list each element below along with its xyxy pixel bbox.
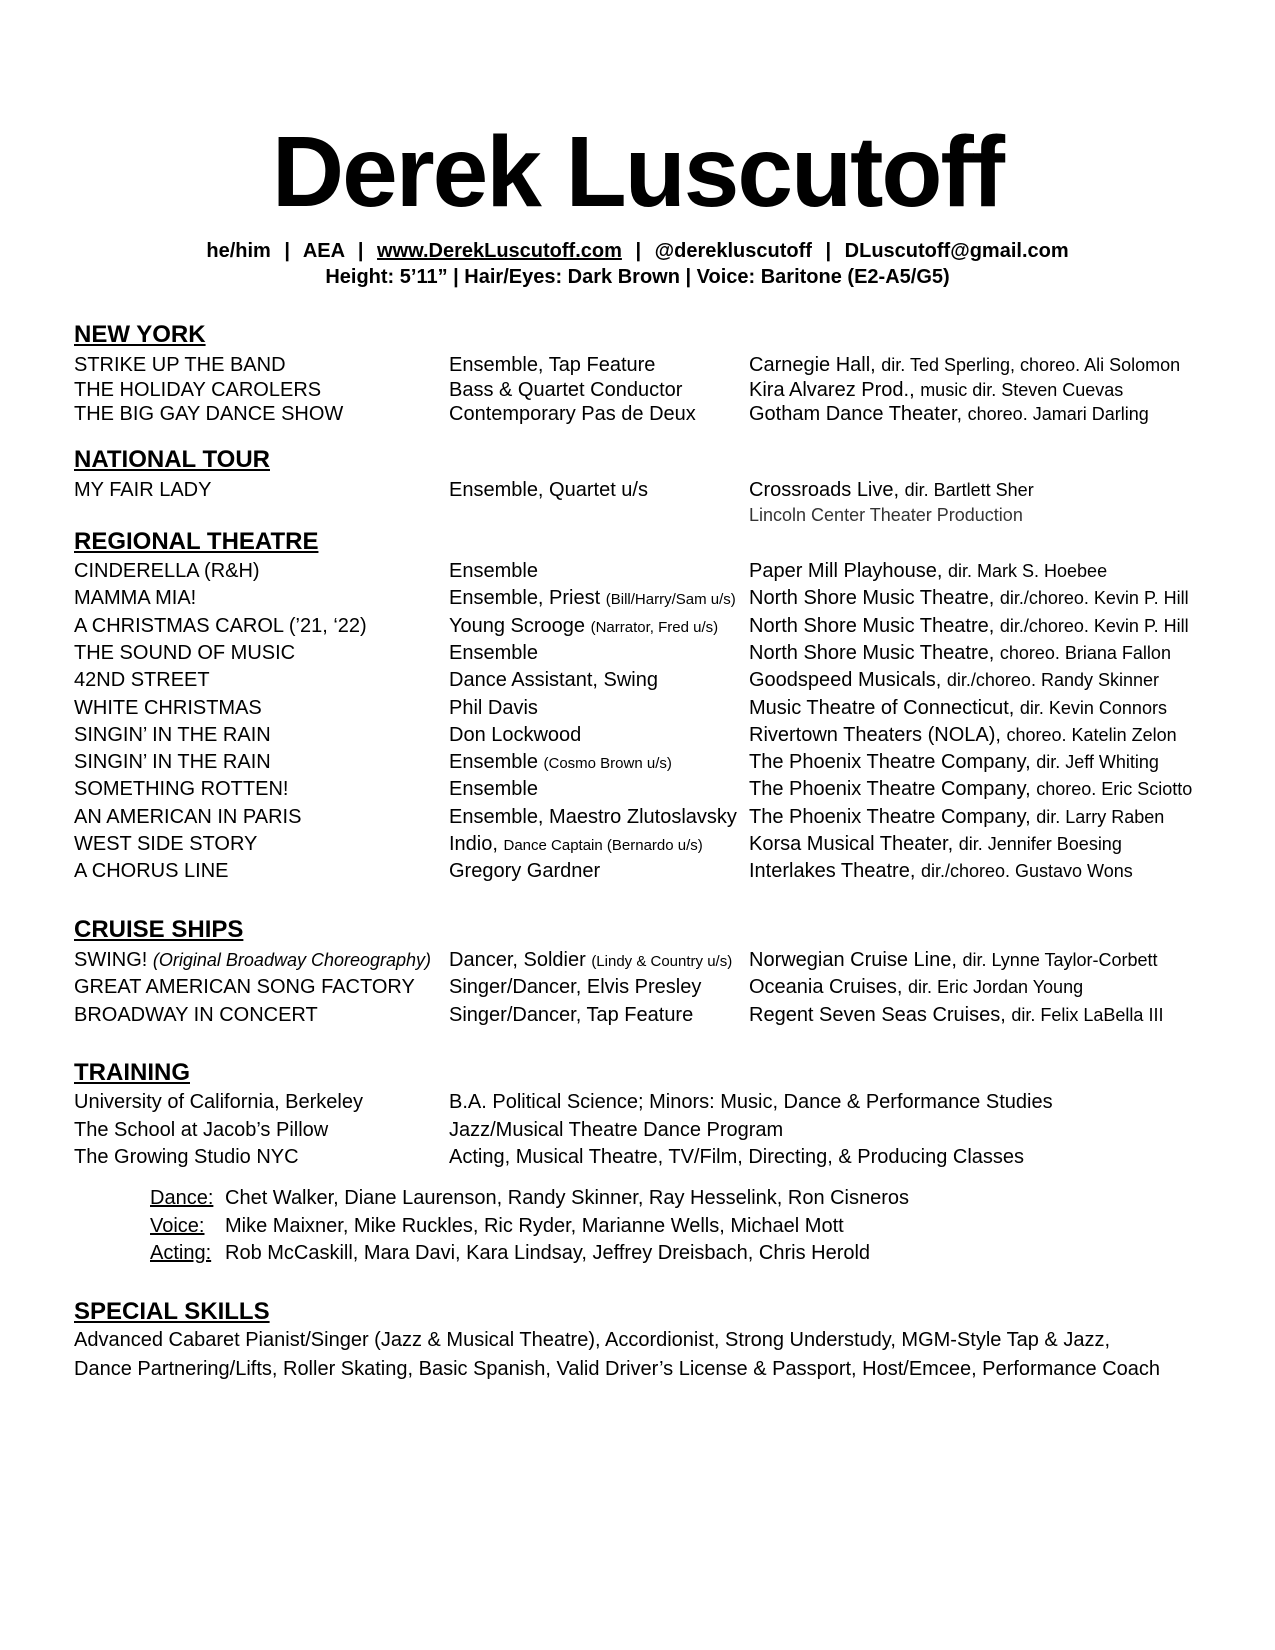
section-heading-national-tour: NATIONAL TOUR [74,446,270,473]
role: Don Lockwood [449,723,582,746]
venue: Regent Seven Seas Cruises, dir. Felix LaBella III [749,1003,1164,1026]
show-title: THE HOLIDAY CAROLERS [74,378,322,401]
show-title: MY FAIR LADY [74,479,212,501]
venue: Rivertown Theaters (NOLA), choreo. Katelin Zelon [749,723,1177,746]
role: Singer/Dancer, Tap Feature [449,1003,694,1026]
venue: Paper Mill Playhouse, dir. Mark S. Hoebee [749,560,1108,582]
union: AEA [302,240,345,262]
credit-row [0,776,1275,802]
role: Ensemble [449,641,538,664]
venue: The Phoenix Theatre Company, dir. Jeff Whiting [749,751,1159,774]
show-title: WEST SIDE STORY [74,833,258,855]
credit-row [0,695,1275,721]
role: Young Scrooge (Narrator, Fred u/s) [449,614,719,637]
venue: Korsa Musical Theater, dir. Jennifer Boesing [749,833,1122,855]
program: B.A. Political Science; Minors: Music, Dance & Performance Studies [449,1091,1053,1113]
role: Ensemble [449,560,538,582]
show-title: SOMETHING ROTTEN! [74,778,289,801]
section-heading-new-york: NEW YORK [74,321,206,348]
role: Ensemble, Tap Feature [449,354,656,376]
credit-row [0,401,1275,427]
role: Ensemble, Quartet u/s [449,479,648,501]
role: Bass & Quartet Conductor [449,378,683,401]
credit-row [0,585,1275,611]
venue: Crossroads Live, dir. Bartlett Sher [749,479,1034,501]
credit-row [0,804,1275,830]
venue: The Phoenix Theatre Company, choreo. Eric Sciotto [749,778,1193,801]
website-link[interactable]: www.DerekLuscutoff.com [377,240,622,262]
credit-row [0,558,1275,584]
role: Dancer, Soldier (Lindy & Country u/s) [449,949,733,971]
credit-note-row [0,502,1275,528]
stats-line: Height: 5’11” | Hair/Eyes: Dark Brown | Voice: Baritone (E2-A5/G5) [325,266,950,288]
teacher-names: Rob McCaskill, Mara Davi, Kara Lindsay, Jeffrey Dreisbach, Chris Herold [225,1242,871,1264]
venue: Kira Alvarez Prod., music dir. Steven Cuevas [749,378,1124,401]
show-title: A CHRISTMAS CAROL (’21, ‘22) [74,614,367,637]
section-heading-cruise: CRUISE SHIPS [74,916,244,943]
school: The Growing Studio NYC [74,1146,299,1168]
role: Indio, Dance Captain (Bernardo u/s) [449,833,703,855]
venue: North Shore Music Theatre, choreo. Briana Fallon [749,641,1171,664]
show-title: MAMMA MIA! [74,587,197,610]
training-row [0,1089,1275,1115]
teacher-names: Mike Maixner, Mike Ruckles, Ric Ryder, Marianne Wells, Michael Mott [225,1214,844,1237]
training-row [0,1144,1275,1170]
credit-row [0,974,1275,1000]
email: DLuscutoff@gmail.com [844,240,1069,262]
role: Contemporary Pas de Deux [449,403,696,425]
venue: North Shore Music Theatre, dir./choreo. Kevin P. Hill [749,587,1189,610]
production-note: Lincoln Center Theater Production [749,505,1023,525]
separator: | [357,240,364,262]
venue: Interlakes Theatre, dir./choreo. Gustavo Wons [749,860,1133,883]
venue: Music Theatre of Connecticut, dir. Kevin Connors [749,696,1167,719]
show-title: A CHORUS LINE [74,860,229,883]
separator: | [635,240,642,262]
section-heading-training: TRAINING [74,1059,190,1086]
credit-row [0,640,1275,666]
school: The School at Jacob’s Pillow [74,1118,329,1141]
credit-row [0,477,1275,503]
separator: | [284,240,290,262]
show-title: SWING! (Original Broadway Choreography) [74,949,432,971]
performer-name: Derek Luscutoff [271,116,1004,228]
show-title: AN AMERICAN IN PARIS [74,805,302,828]
role: Gregory Gardner [449,860,601,883]
separator: | [825,240,832,262]
venue: Norwegian Cruise Line, dir. Lynne Taylor-Corbett [749,949,1158,971]
teacher-names: Chet Walker, Diane Laurenson, Randy Skinner, Ray Hesselink, Ron Cisneros [225,1187,910,1209]
credit-row [0,749,1275,775]
venue: Gotham Dance Theater, choreo. Jamari Darling [749,403,1149,425]
venue: The Phoenix Theatre Company, dir. Larry Raben [749,805,1165,828]
section-heading-skills: SPECIAL SKILLS [74,1298,270,1325]
skills-line: Dance Partnering/Lifts, Roller Skating, Basic Spanish, Valid Driver’s License & Passport, Host/Emcee, Performance Coach [74,1358,1161,1380]
role: Ensemble [449,778,538,801]
teacher-category: Voice: [150,1214,205,1237]
training-row [0,1117,1275,1143]
credit-row [0,858,1275,884]
role: Ensemble (Cosmo Brown u/s) [449,751,672,774]
show-title: WHITE CHRISTMAS [74,696,262,719]
venue: Oceania Cruises, dir. Eric Jordan Young [749,976,1084,999]
credit-row [0,667,1275,693]
show-title: STRIKE UP THE BAND [74,354,286,376]
role: Phil Davis [449,696,538,719]
program: Jazz/Musical Theatre Dance Program [449,1118,784,1141]
teacher-category: Acting: [150,1242,212,1264]
show-title: BROADWAY IN CONCERT [74,1003,318,1026]
pronouns: he/him [206,240,271,262]
show-title: CINDERELLA (R&H) [74,560,260,582]
skills-line: Advanced Cabaret Pianist/Singer (Jazz & Musical Theatre), Accordionist, Strong Understudy, MGM-Style Tap & Jazz, [74,1329,1111,1351]
credit-row [0,722,1275,748]
social-handle: @derekluscutoff [654,240,812,262]
credit-row [0,831,1275,857]
program: Acting, Musical Theatre, TV/Film, Directing, & Producing Classes [449,1146,1025,1168]
role: Ensemble, Maestro Zlutoslavsky [449,805,737,828]
venue: North Shore Music Theatre, dir./choreo. Kevin P. Hill [749,614,1189,637]
role: Singer/Dancer, Elvis Presley [449,976,702,999]
credit-row [0,377,1275,403]
credit-row [0,352,1275,378]
venue: Carnegie Hall, dir. Ted Sperling, choreo. Ali Solomon [749,354,1181,376]
section-heading-regional: REGIONAL THEATRE [74,528,319,555]
show-title: THE BIG GAY DANCE SHOW [74,403,344,425]
show-title: SINGIN’ IN THE RAIN [74,723,271,746]
school: University of California, Berkeley [74,1091,363,1113]
teacher-category: Dance: [150,1187,214,1209]
contact-line [0,238,1275,264]
show-title: SINGIN’ IN THE RAIN [74,751,271,774]
credit-row [0,613,1275,639]
credit-row [0,947,1275,973]
show-title: 42ND STREET [74,669,210,692]
show-title: THE SOUND OF MUSIC [74,641,296,664]
venue: Goodspeed Musicals, dir./choreo. Randy Skinner [749,669,1160,692]
role: Ensemble, Priest (Bill/Harry/Sam u/s) [449,587,736,610]
credit-row [0,1002,1275,1028]
show-title: GREAT AMERICAN SONG FACTORY [74,976,415,999]
role: Dance Assistant, Swing [449,669,658,692]
